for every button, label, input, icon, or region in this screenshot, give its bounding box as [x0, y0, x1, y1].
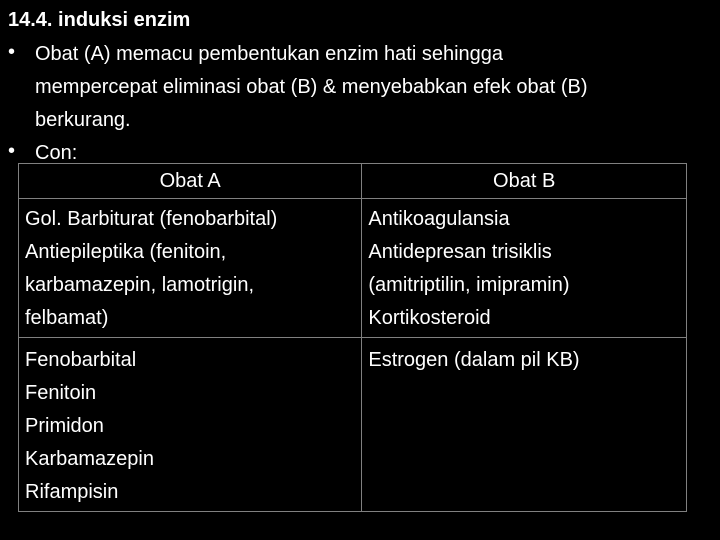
- cell-line: Fenitoin: [25, 382, 97, 404]
- cell-obat-b: [362, 199, 687, 338]
- cell-obat-b: [362, 338, 687, 512]
- cell-line: Gol. Barbiturat (fenobarbital): [25, 208, 278, 230]
- drug-interaction-table: [18, 163, 687, 512]
- cell-line: Antikoagulansia: [368, 208, 510, 230]
- cell-line: Antiepileptika (fenitoin,: [25, 241, 227, 263]
- cell-line: Antidepresan trisiklis: [368, 241, 552, 263]
- cell-line: Rifampisin: [25, 481, 119, 503]
- cell-line: felbamat): [25, 307, 109, 329]
- bullet-dot: •: [8, 140, 16, 162]
- cell-obat-a: [19, 199, 362, 338]
- cell-line: Karbamazepin: [25, 448, 154, 470]
- cell-line: Primidon: [25, 415, 104, 437]
- bullet-dot: •: [8, 41, 16, 63]
- bullet-line: Obat (A) memacu pembentukan enzim hati sehingga: [35, 43, 504, 65]
- cell-line: karbamazepin, lamotrigin,: [25, 274, 254, 296]
- cell-obat-a: [19, 338, 362, 512]
- cell-line: Fenobarbital: [25, 349, 137, 371]
- table-header-row: [19, 164, 687, 199]
- bullet-line: mempercepat eliminasi obat (B) & menyebabkan efek obat (B): [35, 76, 588, 98]
- header-obat-a: Obat A: [19, 164, 362, 199]
- slide-title: 14.4. induksi enzim: [8, 9, 191, 31]
- bullet-line: Con:: [35, 142, 78, 164]
- cell-line: Kortikosteroid: [368, 307, 491, 329]
- table-row: [19, 338, 687, 512]
- bullet-list: [8, 38, 713, 170]
- bullet-item: [8, 38, 713, 137]
- bullet-line: berkurang.: [35, 109, 131, 131]
- header-obat-b: Obat B: [362, 164, 687, 199]
- cell-line: (amitriptilin, imipramin): [368, 274, 570, 296]
- table-row: [19, 199, 687, 338]
- cell-line: Estrogen (dalam pil KB): [368, 349, 580, 371]
